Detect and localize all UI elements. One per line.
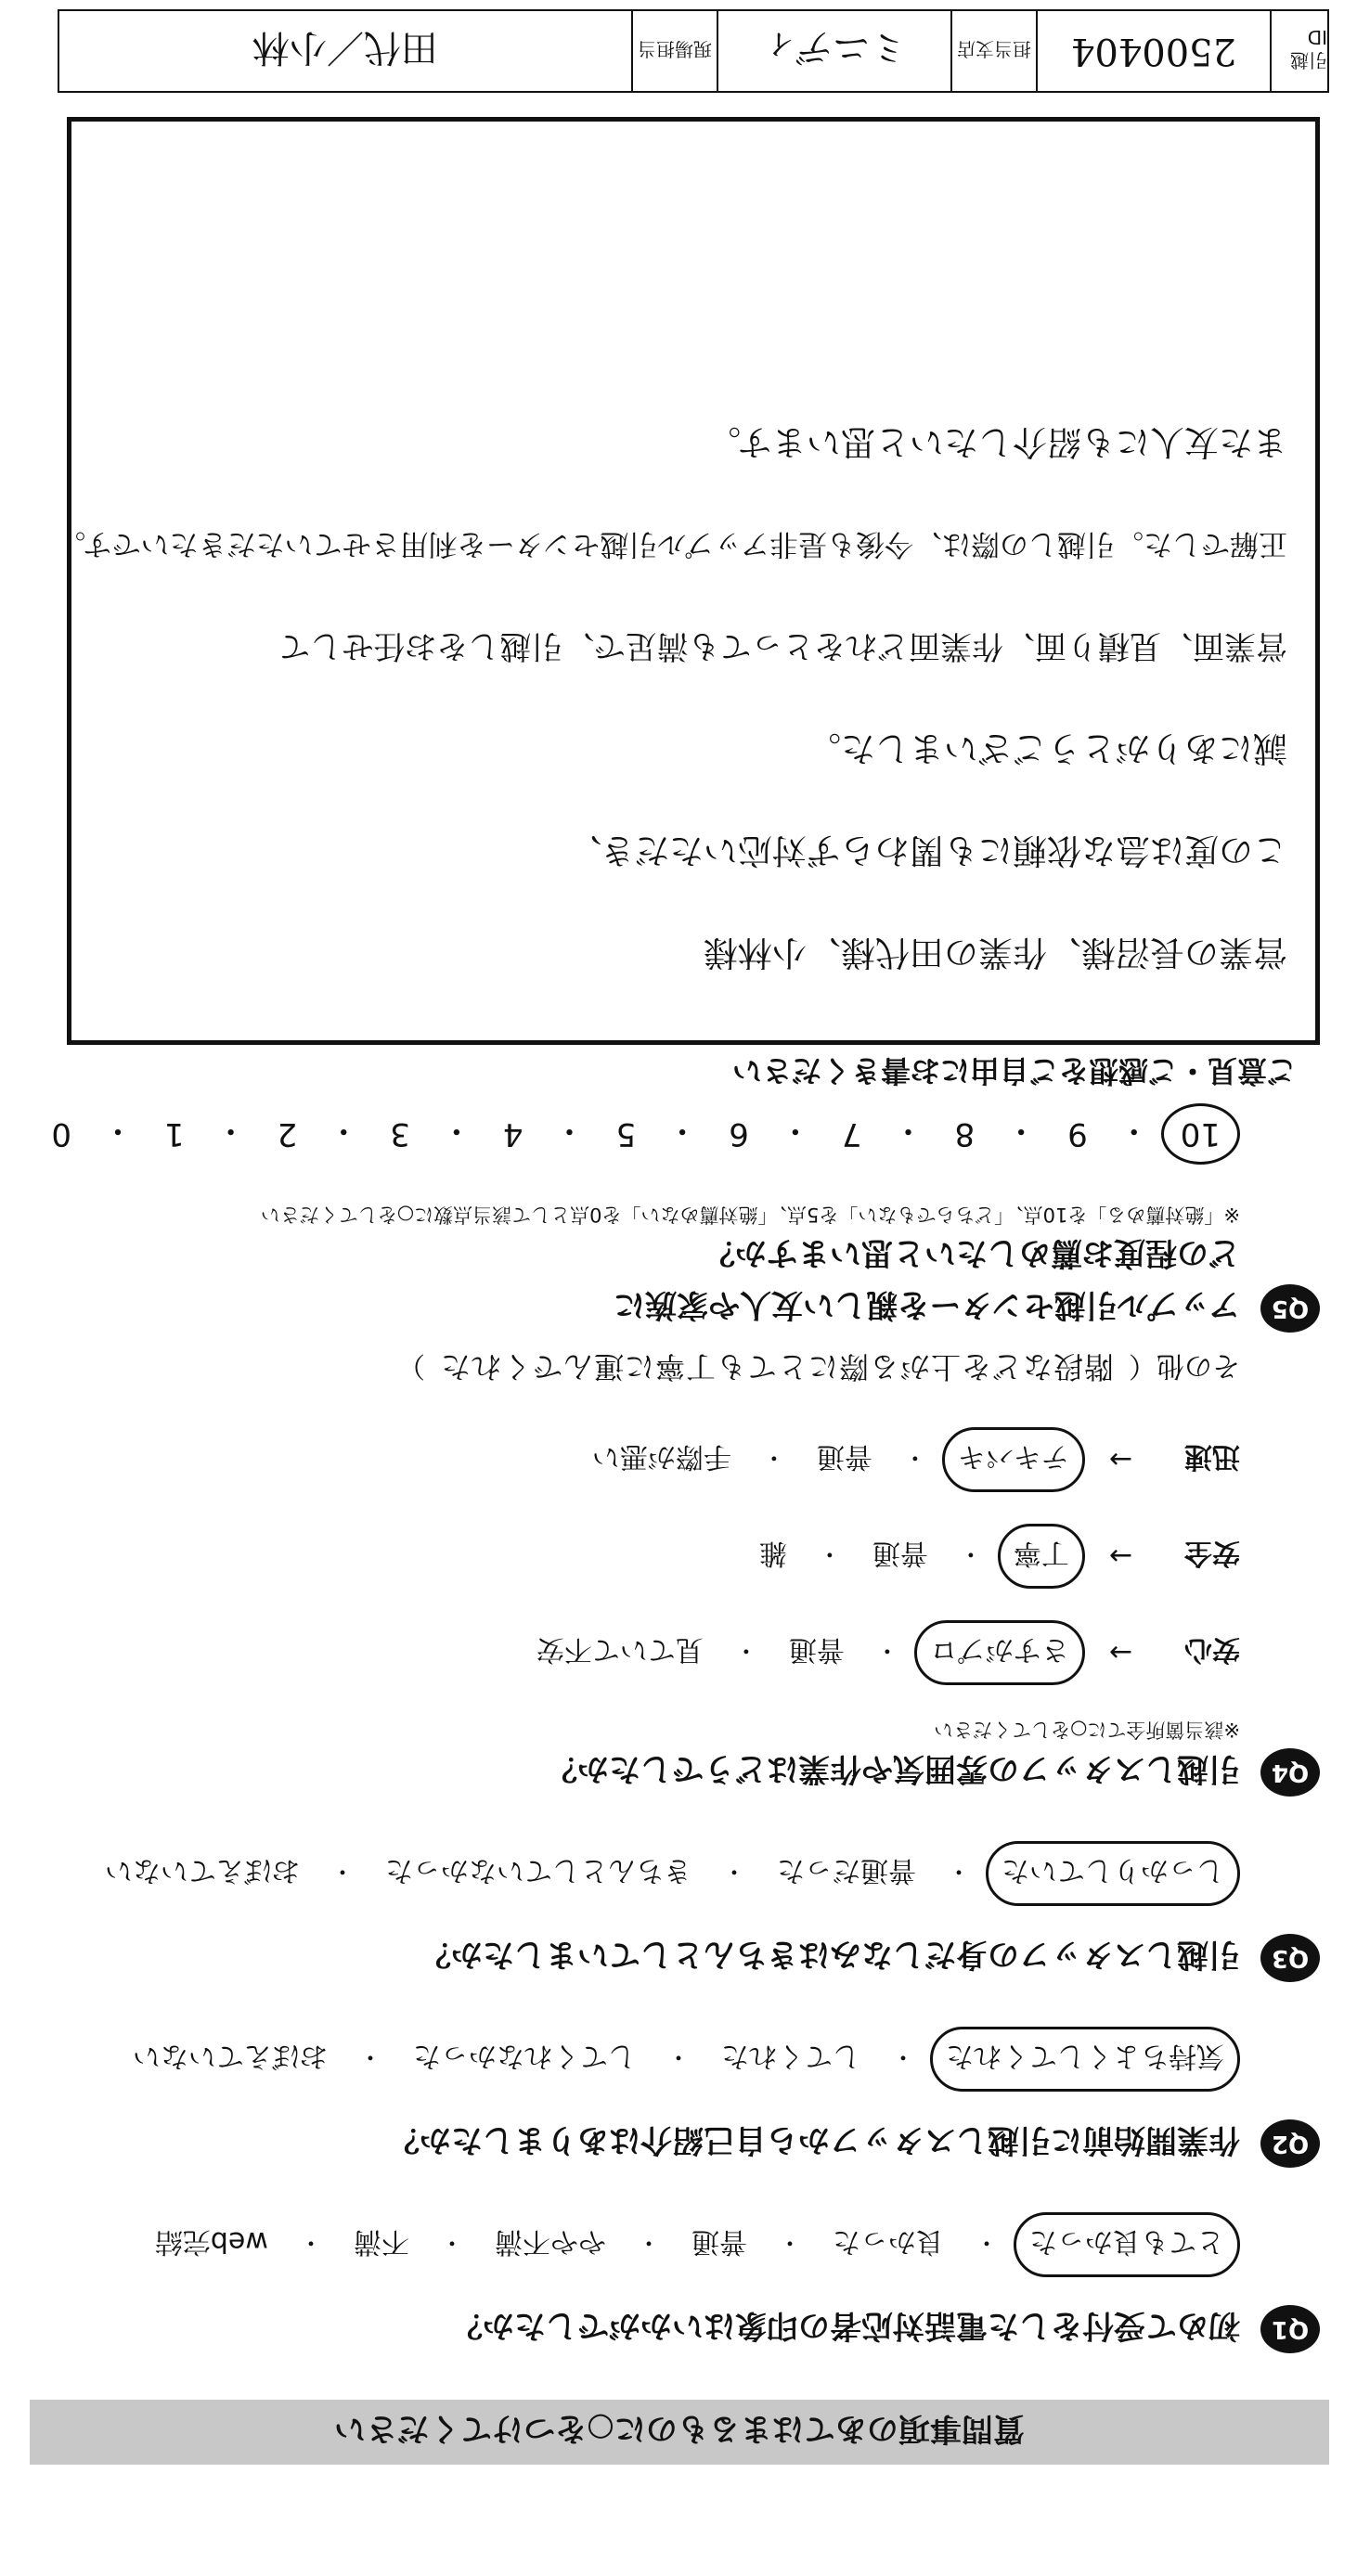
q3-option-1[interactable]: しっかりしていた <box>986 1841 1240 1906</box>
q2-option-2[interactable]: してくれた <box>720 2040 860 2072</box>
q5-score-0[interactable]: 0 <box>51 1115 71 1153</box>
q4-row-label: 迅速 <box>1184 1440 1240 1473</box>
q4-other-text[interactable]: 階段などを上がる際にとても丁寧に運んでくれた <box>439 1349 1114 1385</box>
q5-text: アップル引越センターを親しい友人や家族に <box>614 1286 1240 1324</box>
q2-text: 作業開始前に引越しスタッフから自己紹介はありましたか？ <box>388 2121 1240 2159</box>
q4-other: その他 （ 階段などを上がる際にとても丁寧に運んでくれた ） <box>30 1347 1240 1390</box>
q5-scale: 10 ・ 9 ・ 8 ・ 7 ・ 6 ・ 5 ・ 4 ・ 3 ・ 2 ・ 1 ・ 0 <box>30 1103 1240 1165</box>
q4-row1-option-2[interactable]: 普通 <box>788 1633 845 1666</box>
q2-option-4[interactable]: おぼえていない <box>132 2040 328 2072</box>
q5-score-3[interactable]: 3 <box>390 1115 410 1153</box>
q4-row1-option-1[interactable]: さすがプロ <box>914 1620 1085 1685</box>
q4-row3-option-1[interactable]: テキパキ <box>942 1427 1085 1492</box>
q5-score-5[interactable]: 5 <box>615 1115 637 1153</box>
q3-option-3[interactable]: きちんとしていなかった <box>384 1854 691 1887</box>
q4-row1-option-3[interactable]: 見ていて不安 <box>536 1633 704 1666</box>
id-value[interactable]: 2500404 <box>1036 11 1270 91</box>
q4-badge: Q4 <box>1260 1748 1320 1797</box>
comment-line: 正解でした。引越しの際は、今後も是非アップル引越センターを利用させていただきたいです。 <box>57 527 1287 560</box>
comment-line: 営業の長沼様、作業の田代様、小林様 <box>704 933 1287 972</box>
q5-badge: Q5 <box>1260 1284 1320 1333</box>
q4-note: ※該当箇所全てに○をしてください <box>934 1719 1240 1741</box>
question-5 <box>30 1103 1320 1333</box>
comment-line: 営業面、見積り面、作業面どれをとっても満足で、引越しをお任せして <box>278 627 1287 664</box>
q1-option-3[interactable]: 普通 <box>691 2225 747 2258</box>
q1-text: 初めて受付をした電話対応者の印象はいかがでしたか？ <box>451 2307 1240 2345</box>
q4-row2-option-2[interactable]: 普通 <box>872 1537 928 1569</box>
branch-value[interactable]: ミニディ <box>717 11 950 91</box>
q5-score-8[interactable]: 8 <box>954 1115 976 1153</box>
q5-score-9[interactable]: 9 <box>1067 1115 1088 1153</box>
question-2 <box>30 2027 1320 2168</box>
q1-option-5[interactable]: 不満 <box>353 2225 409 2258</box>
q4-row2-option-3[interactable]: 雑 <box>758 1537 787 1569</box>
q2-badge: Q2 <box>1260 2119 1320 2168</box>
q2-option-1[interactable]: 気持ちよくしてくれた <box>930 2027 1240 2092</box>
comment-line: この度は急な依頼にも関わらず対応いただき、 <box>567 831 1287 870</box>
comment-text <box>57 391 1287 1003</box>
arrow-icon: → <box>1108 1636 1132 1669</box>
question-4 <box>30 1347 1320 1797</box>
q4-row3-option-2[interactable]: 普通 <box>816 1440 872 1473</box>
q5-score-6[interactable]: 6 <box>729 1115 749 1153</box>
q1-option-4[interactable]: やや不満 <box>494 2225 606 2258</box>
q4-row-anzen: 安全 → 丁寧 ・ 普通 ・ 雑 <box>30 1524 1240 1589</box>
q3-badge: Q3 <box>1260 1934 1320 1982</box>
q1-option-6[interactable]: web完結 <box>154 2225 268 2258</box>
q3-text: 引越しスタッフの身だしなみはきちんとしていましたか？ <box>420 1936 1240 1974</box>
q2-options: 気持ちよくしてくれた ・ してくれた ・ してくれなかった ・ おぼえていない <box>30 2027 1240 2092</box>
q3-options: しっかりしていた ・ 普通だった ・ きちんとしていなかった ・ おぼえていない <box>30 1841 1240 1906</box>
q4-text: 引越しスタッフの雰囲気や作業はどうでしたか？ <box>546 1750 1240 1788</box>
q4-row-label: 安全 <box>1184 1537 1240 1569</box>
staff-value[interactable]: 田代／小林 <box>252 26 438 70</box>
q1-options: とても良かった ・ 良かった ・ 普通 ・ やや不満 ・ 不満 ・ web完結 <box>30 2212 1240 2277</box>
question-3 <box>30 1841 1320 1982</box>
instruction-banner: 質問事項のあてはまるものに○をつけてください <box>30 2400 1329 2465</box>
branch-label: 担当支店 <box>950 11 1036 91</box>
arrow-icon: → <box>1108 1443 1132 1476</box>
q4-row-label: 安心 <box>1184 1633 1240 1666</box>
q5-score-7[interactable]: 7 <box>841 1115 862 1153</box>
q4-row-jinsoku: 迅速 → テキパキ ・ 普通 ・ 手際が悪い <box>30 1427 1240 1492</box>
q1-option-1[interactable]: とても良かった <box>1014 2212 1240 2277</box>
q5-score-1[interactable]: 1 <box>163 1115 185 1153</box>
q4-row3-option-3[interactable]: 手際が悪い <box>591 1440 731 1473</box>
q4-row2-option-1[interactable]: 丁寧 <box>998 1524 1085 1589</box>
q3-option-4[interactable]: おぼえていない <box>104 1854 300 1887</box>
comment-line: 誠にありがとうございました。 <box>807 728 1287 768</box>
staff-label: 現場担当 <box>631 11 717 91</box>
q1-option-2[interactable]: 良かった <box>832 2225 944 2258</box>
comment-title: ご意見・ご感想をご自由にお書きください <box>731 1053 1297 1088</box>
arrow-icon: → <box>1108 1539 1132 1573</box>
q3-option-2[interactable]: 普通だった <box>776 1854 916 1887</box>
q2-option-3[interactable]: してくれなかった <box>412 2040 636 2072</box>
q5-score-10[interactable]: 10 <box>1161 1103 1240 1165</box>
q5-score-2[interactable]: 2 <box>277 1115 298 1153</box>
q5-text-2: どの程度お薦めしたいと思いますか？ <box>704 1234 1240 1271</box>
q4-other-label: その他 <box>1157 1349 1240 1382</box>
footer-table <box>58 9 1329 93</box>
question-1 <box>30 2212 1320 2353</box>
comment-line: また友人にも紹介したいと思います。 <box>705 422 1287 462</box>
q4-row-anshin: 安心 → さすがプロ ・ 普通 ・ 見ていて不安 <box>30 1620 1240 1685</box>
q5-score-4[interactable]: 4 <box>502 1115 523 1153</box>
q1-badge: Q1 <box>1260 2305 1320 2353</box>
comment-box[interactable] <box>57 117 1320 1088</box>
id-label: 引越ID <box>1270 11 1327 91</box>
q5-note: ※「絶対薦める」を10点、「どちらでもない」を5点、「絶対薦めない」を0点として該当点数に○をしてください <box>260 1204 1240 1226</box>
